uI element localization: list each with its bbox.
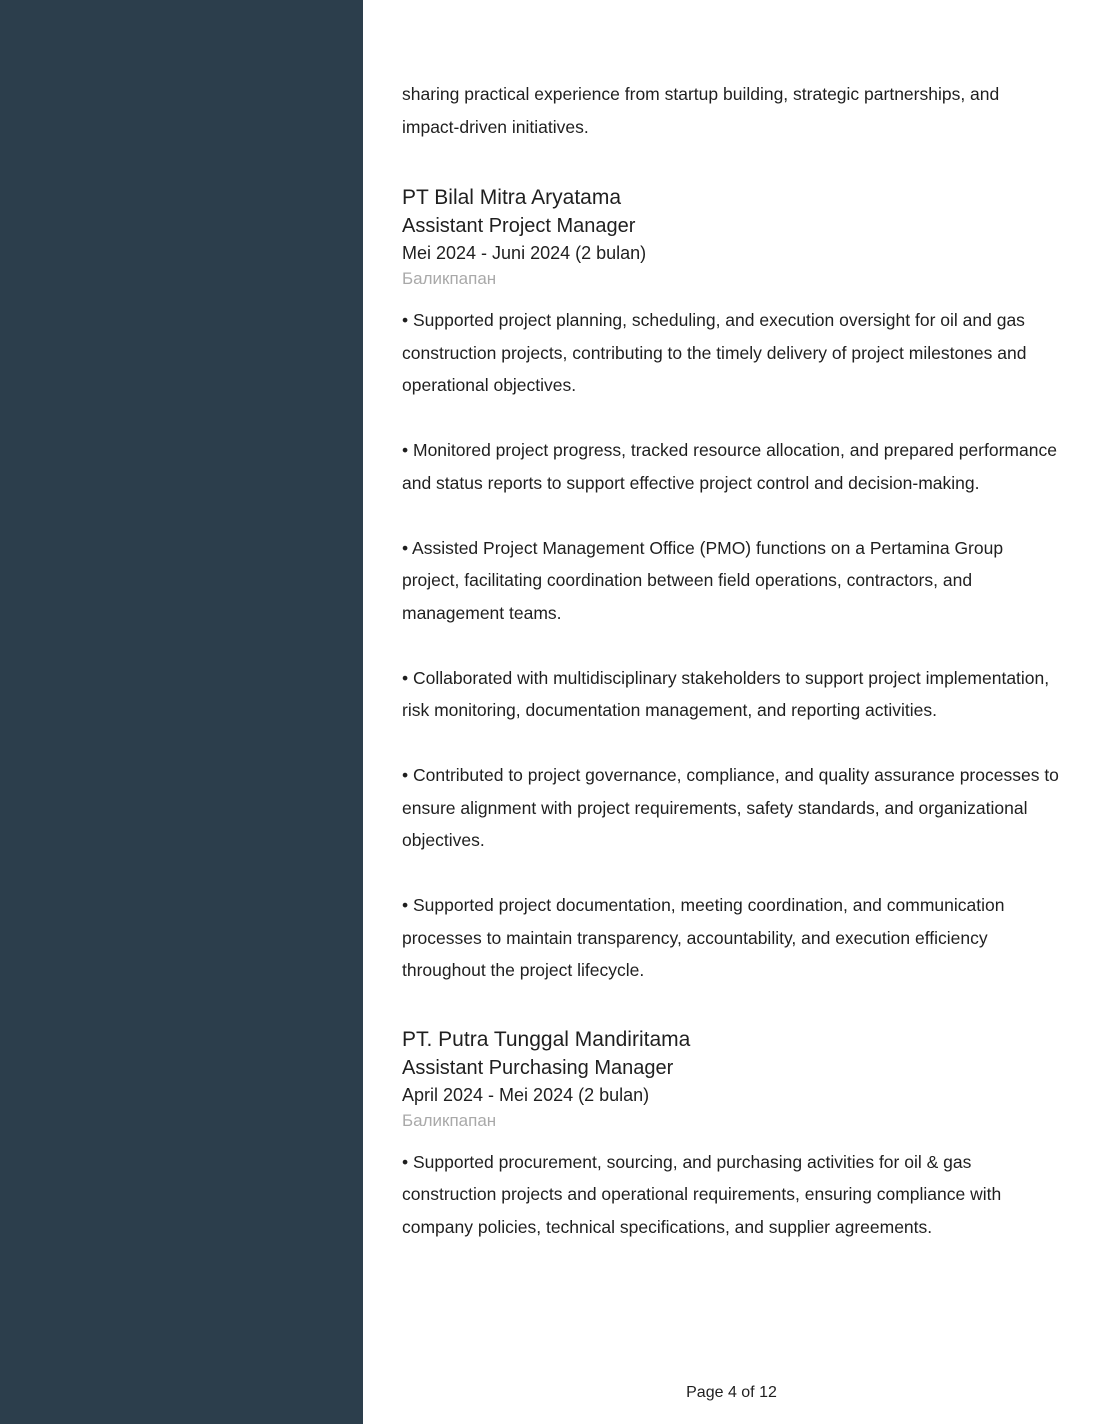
intro-line: impact-driven initiatives. [402, 116, 589, 137]
job-title: Assistant Project Manager [402, 215, 636, 237]
job-description [402, 304, 1062, 987]
job-bullet: • Supported project planning, scheduling, and execution oversight for oil and gas construction projects, contributing to the timely delivery of project milestones and operational objectives. [402, 310, 1027, 395]
job-bullet: • Assisted Project Management Office (PMO) functions on a Pertamina Group project, facilitating coordination between field operations, contractors, and management teams. [402, 537, 1004, 623]
job-location: Баликпапан [402, 269, 497, 288]
job-bullet: • Monitored project progress, tracked resource allocation, and prepared performance and status reports to support effective project control and decision-making. [402, 440, 1057, 493]
job-description [402, 1146, 1062, 1244]
company-name: PT. Putra Tunggal Mandiritama [402, 1027, 691, 1051]
job-bullet: • Contributed to project governance, compliance, and quality assurance processes to ensure alignment with project requirements, safety standards, and organizational objectives. [402, 765, 1059, 850]
job-bullet: • Supported procurement, sourcing, and purchasing activities for oil & gas construction projects and operational requirements, ensuring compliance with company policies, technical specifications, and supplier agreements. [402, 1151, 1002, 1237]
experience-entry [402, 184, 1062, 987]
job-dates: April 2024 - Mei 2024 (2 bulan) [402, 1084, 650, 1105]
page-number: Page 4 of 12 [686, 1384, 777, 1401]
job-title: Assistant Purchasing Manager [402, 1056, 674, 1079]
job-location: Баликпапан [402, 1110, 497, 1130]
experience-entry [402, 1026, 1062, 1244]
intro-line: sharing practical experience from startup building, strategic partnerships, and [402, 84, 1000, 104]
resume-main-content [402, 78, 1062, 1243]
intro-paragraph [402, 78, 1062, 143]
job-bullet: • Collaborated with multidisciplinary stakeholders to support project implementation, risk monitoring, documentation management, and reporting activities. [402, 667, 1050, 720]
company-name: PT Bilal Mitra Aryatama [402, 186, 622, 209]
job-dates: Mei 2024 - Juni 2024 (2 bulan) [402, 243, 647, 263]
job-bullet: • Supported project documentation, meeting coordination, and communication processes to maintain transparency, accountability, and execution efficiency throughout the project lifecycle. [402, 895, 1005, 980]
sidebar-panel [0, 0, 363, 1424]
